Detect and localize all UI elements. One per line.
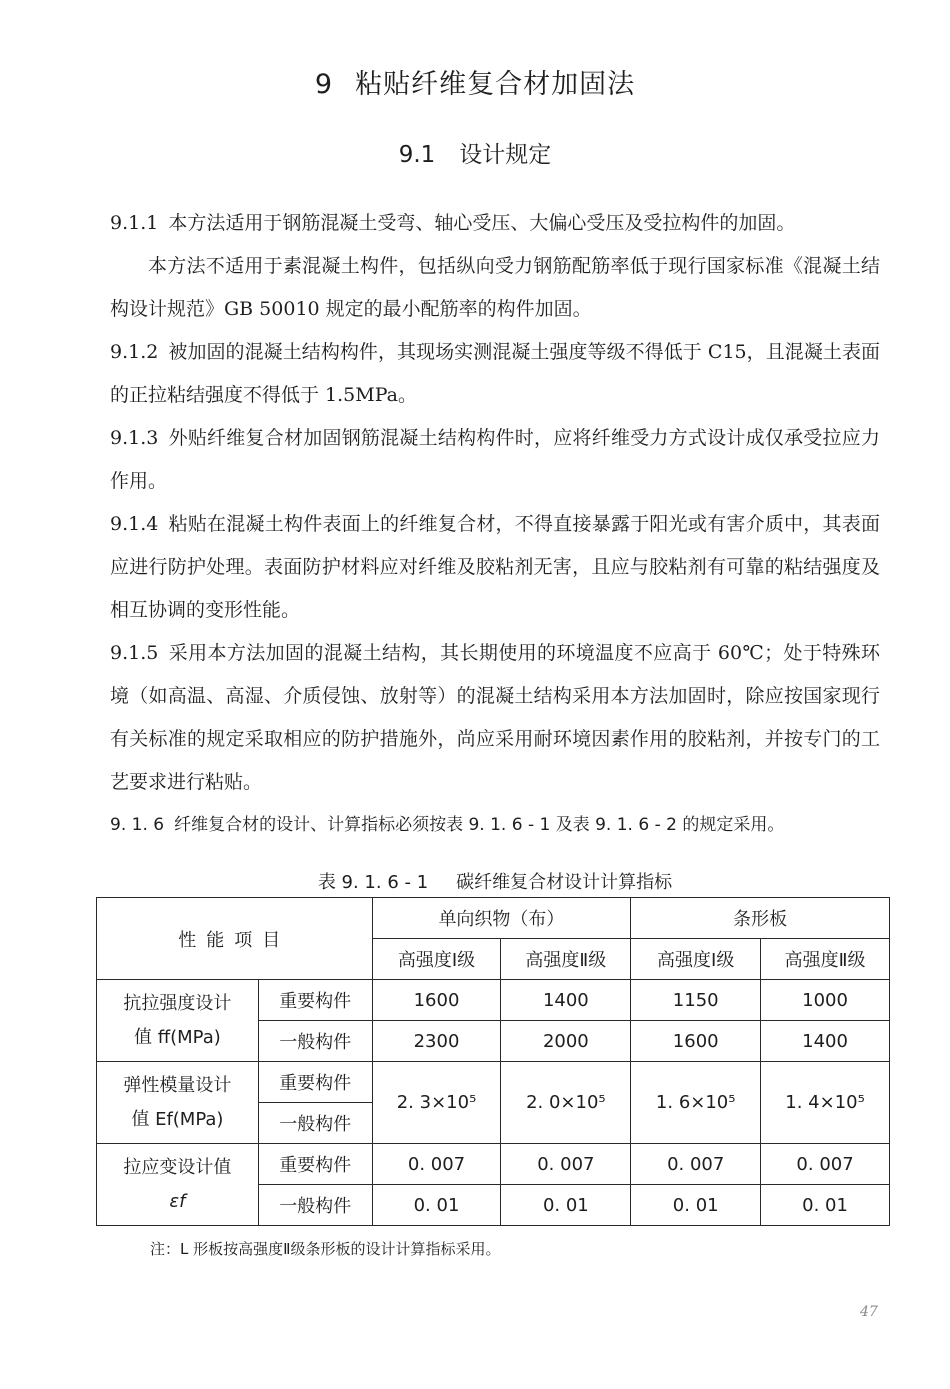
grade-header: 高强度Ⅰ级 [631, 939, 761, 980]
table-cell: 0. 01 [372, 1185, 501, 1226]
member-type: 重要构件 [258, 980, 372, 1021]
clause-number: 9.1.1 [110, 212, 159, 234]
clause-9-1-3 [110, 417, 880, 503]
section-number: 9.1 [398, 142, 436, 168]
table-cell: 1000 [761, 980, 890, 1021]
member-type: 一般构件 [258, 1185, 372, 1226]
property-symbol: 值 ff(MPa) [134, 1026, 221, 1048]
property-tensile-strain [97, 1144, 259, 1226]
table-caption [0, 868, 950, 894]
clause-9-1-1 [110, 202, 880, 245]
table-cell: 1600 [631, 1021, 761, 1062]
section-title [0, 136, 950, 169]
property-elastic-modulus [97, 1062, 259, 1144]
clause-text: 本方法适用于钢筋混凝土受弯、轴心受压、大偏心受压及受拉构件的加固。 [168, 212, 796, 234]
table-title: 碳纤维复合材设计计算指标 [456, 872, 673, 893]
property-symbol: εf [169, 1190, 186, 1212]
clause-number: 9.1.3 [110, 427, 159, 449]
table-cell: 0. 007 [631, 1144, 761, 1185]
corner-header: 性能项目 [97, 898, 373, 980]
clause-9-1-2 [110, 331, 880, 417]
member-type: 一般构件 [258, 1021, 372, 1062]
table-header-row [97, 898, 890, 939]
table-note: 注：L 形板按高强度Ⅱ级条形板的设计计算指标采用。 [150, 1240, 501, 1258]
group-header-strip: 条形板 [631, 898, 890, 939]
cfrp-design-table [96, 897, 890, 1226]
page-number: 47 [860, 1304, 878, 1320]
property-label: 抗拉强度设计 [123, 992, 232, 1014]
group-header-fabric: 单向织物（布） [372, 898, 631, 939]
table-cell: 1. 6×10⁵ [631, 1062, 761, 1144]
clause-text: 粘贴在混凝土构件表面上的纤维复合材，不得直接暴露于阳光或有害介质中，其表面应进行防护处理。表面防护材料应对纤维及胶粘剂无害，且应与胶粘剂有可靠的粘结强度及相互协调的变形性能。 [110, 513, 880, 621]
member-type: 一般构件 [258, 1103, 372, 1144]
table-row [97, 1144, 890, 1185]
clause-number: 9.1.5 [110, 642, 159, 664]
table-number: 表 9. 1. 6 - 1 [317, 872, 429, 893]
table-cell: 0. 01 [631, 1185, 761, 1226]
clause-number: 9.1.2 [110, 341, 159, 363]
table-cell: 0. 007 [501, 1144, 631, 1185]
table-cell: 2. 3×10⁵ [372, 1062, 501, 1144]
table-cell: 2000 [501, 1021, 631, 1062]
grade-header: 高强度Ⅰ级 [372, 939, 501, 980]
clause-9-1-4 [110, 503, 880, 632]
clause-text: 纤维复合材的设计、计算指标必须按表 9. 1. 6 - 1 及表 9. 1. 6 - 2 的规定采用。 [174, 815, 785, 835]
property-symbol: 值 Ef(MPa) [131, 1108, 224, 1130]
chapter-title-text: 粘贴纤维复合材加固法 [355, 69, 636, 100]
member-type: 重要构件 [258, 1062, 372, 1103]
clause-number: 9.1.4 [110, 513, 159, 535]
table-cell: 1400 [501, 980, 631, 1021]
clause-9-1-5 [110, 632, 880, 804]
chapter-number: 9 [314, 69, 334, 100]
property-label: 拉应变设计值 [123, 1156, 232, 1178]
table-cell: 1. 4×10⁵ [761, 1062, 890, 1144]
clause-9-1-1-continuation [110, 245, 880, 331]
clause-text: 本方法不适用于素混凝土构件，包括纵向受力钢筋配筋率低于现行国家标准《混凝土结构设计规范》GB 50010 规定的最小配筋率的构件加固。 [110, 255, 880, 320]
grade-header: 高强度Ⅱ级 [761, 939, 890, 980]
property-tensile-strength [97, 980, 259, 1062]
table-cell: 2. 0×10⁵ [501, 1062, 631, 1144]
section-title-text: 设计规定 [459, 142, 552, 168]
property-label: 弹性模量设计 [123, 1074, 232, 1096]
table-row [97, 980, 890, 1021]
table-row [97, 1062, 890, 1103]
table-cell: 0. 007 [372, 1144, 501, 1185]
clause-text: 外贴纤维复合材加固钢筋混凝土结构构件时，应将纤维受力方式设计成仅承受拉应力作用。 [110, 427, 880, 492]
table-cell: 1400 [761, 1021, 890, 1062]
member-type: 重要构件 [258, 1144, 372, 1185]
table-cell: 0. 01 [761, 1185, 890, 1226]
clause-text: 采用本方法加固的混凝土结构，其长期使用的环境温度不应高于 60℃；处于特殊环境（如高温、高湿、介质侵蚀、放射等）的混凝土结构采用本方法加固时，除应按国家现行有关标准的规定采取相应的防护措施外，尚应采用耐环境因素作用的胶粘剂，并按专门的工艺要求进行粘贴。 [110, 642, 880, 793]
table-cell: 1600 [372, 980, 501, 1021]
clause-9-1-6 [110, 804, 880, 847]
clause-text: 被加固的混凝土结构构件，其现场实测混凝土强度等级不得低于 C15，且混凝土表面的正拉粘结强度不得低于 1.5MPa。 [110, 341, 880, 406]
clause-list [110, 202, 880, 847]
table-cell: 1150 [631, 980, 761, 1021]
table-cell: 2300 [372, 1021, 501, 1062]
table-cell: 0. 01 [501, 1185, 631, 1226]
chapter-title [0, 62, 950, 101]
clause-number: 9. 1. 6 [110, 815, 165, 835]
table-cell: 0. 007 [761, 1144, 890, 1185]
grade-header: 高强度Ⅱ级 [501, 939, 631, 980]
